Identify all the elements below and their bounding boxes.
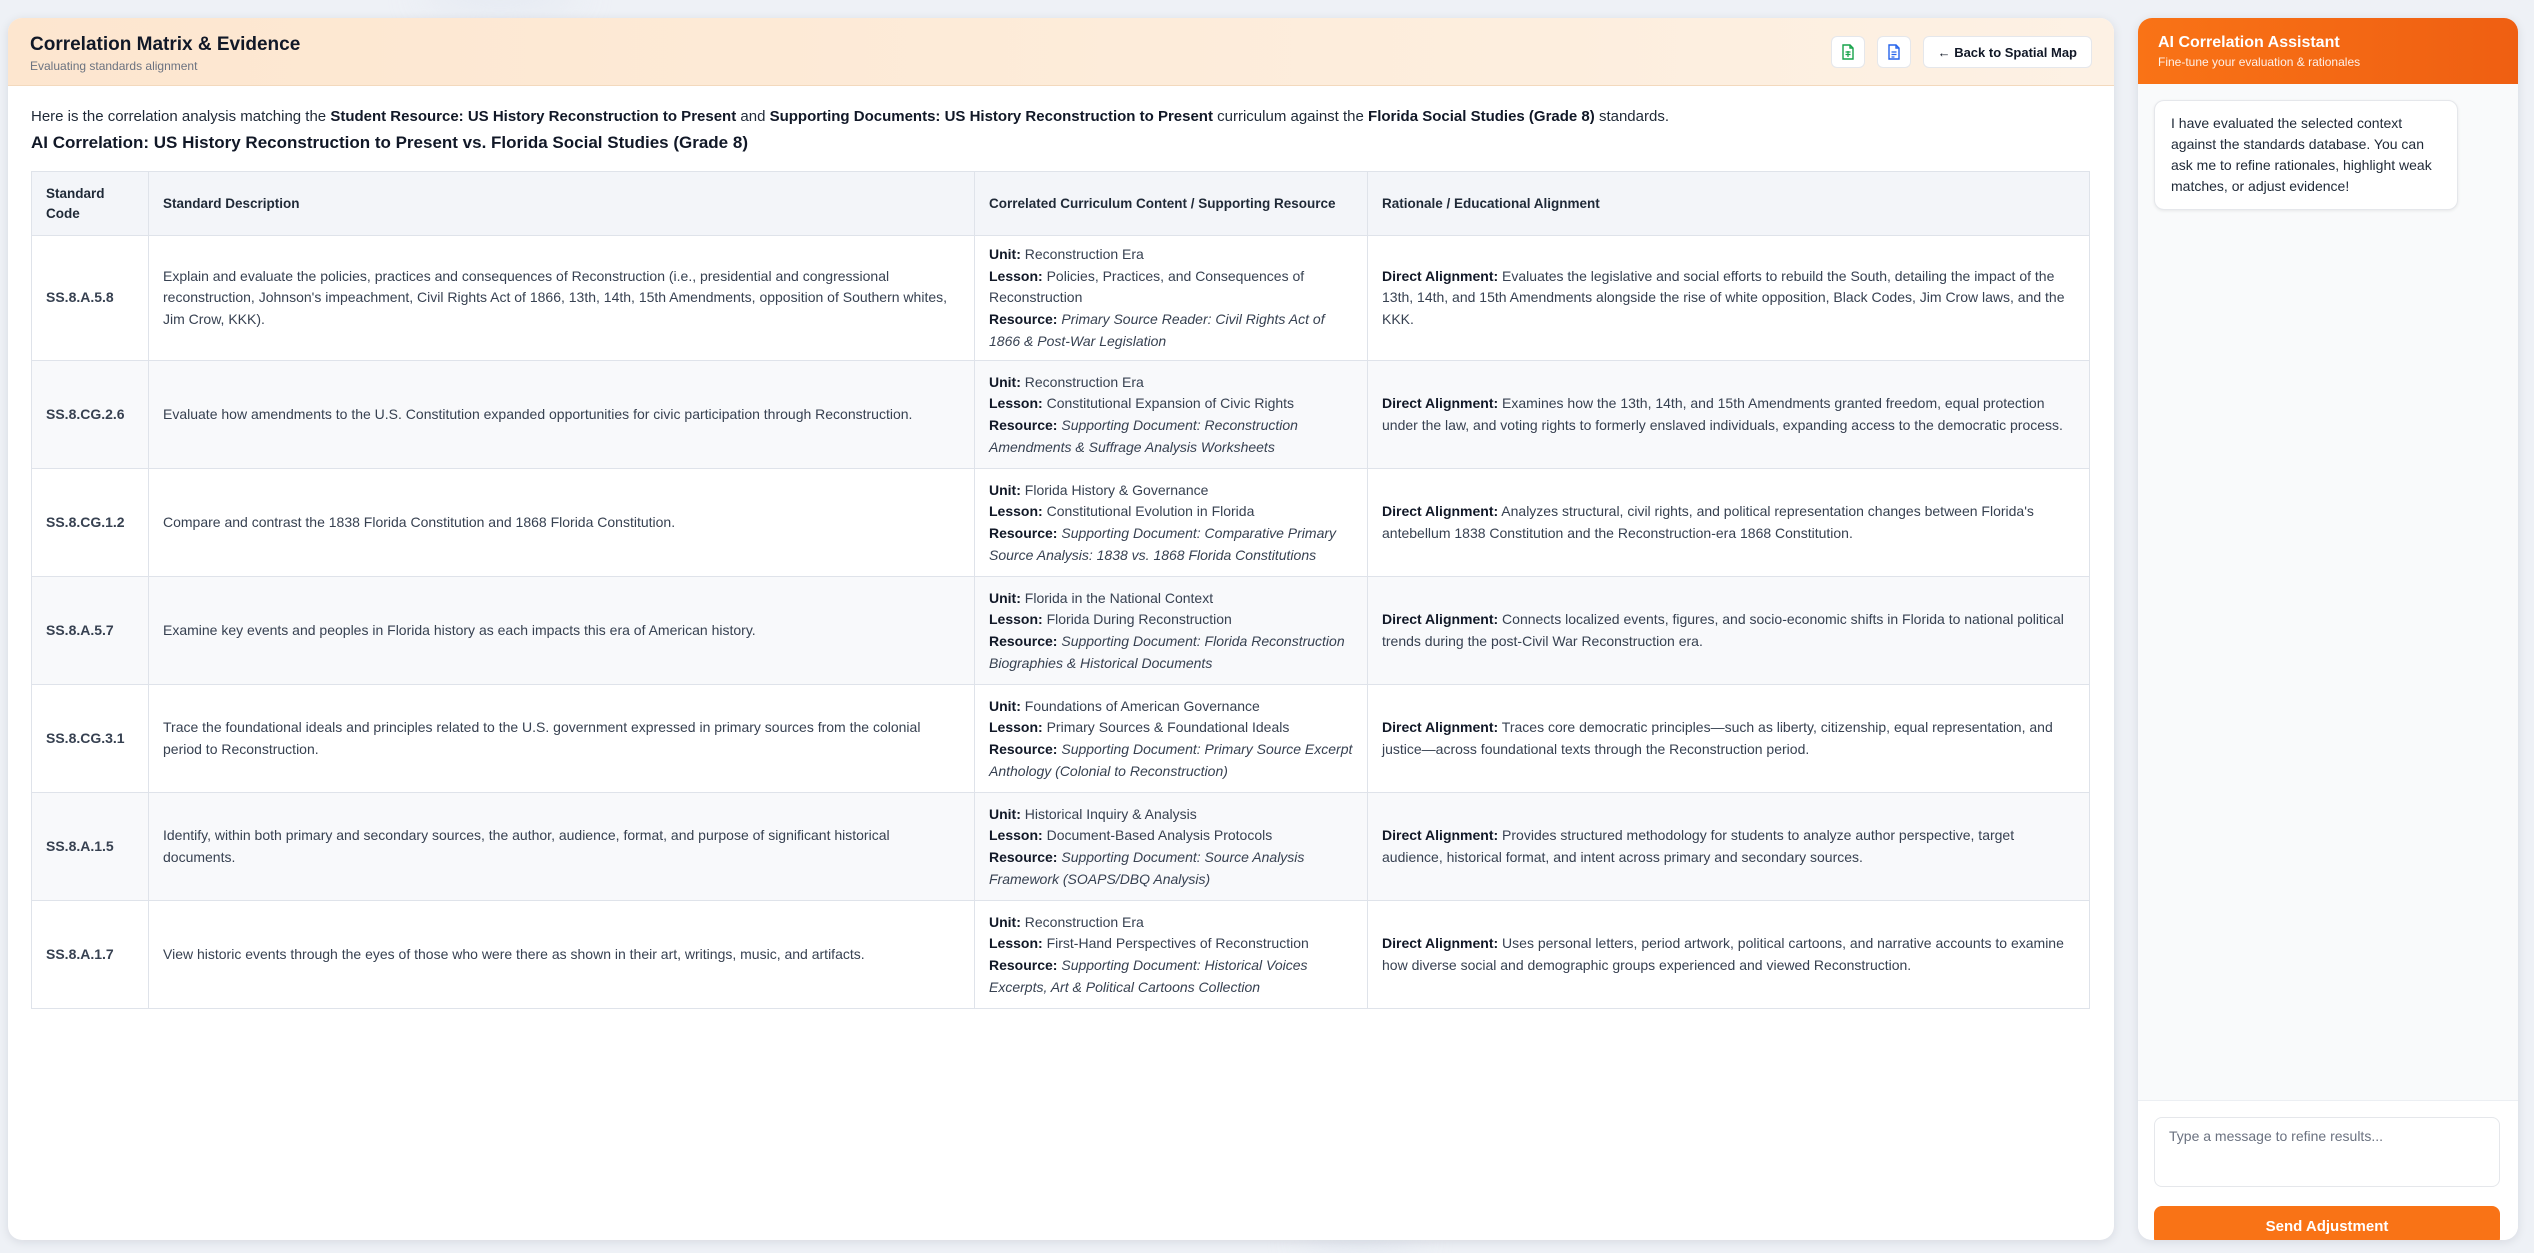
resource-value: Supporting Document: Florida Reconstruction Biographies & Historical Documents	[989, 632, 1345, 671]
resource-line	[989, 739, 1353, 782]
resource-line	[989, 955, 1353, 998]
unit-line	[989, 696, 1353, 718]
rationale-text: Provides structured methodology for students to analyze author perspective, target audience, historical format, and intent across primary and secondary sources.	[1382, 827, 2015, 865]
standard-code: SS.8.A.1.5	[32, 793, 149, 901]
rationale	[1368, 577, 2090, 685]
lesson-label: Lesson:	[989, 827, 1043, 844]
standard-code: SS.8.CG.1.2	[32, 469, 149, 577]
unit-label: Unit:	[989, 805, 1021, 822]
unit-value: Reconstruction Era	[1024, 373, 1144, 390]
lesson-label: Lesson:	[989, 395, 1043, 412]
intro-student-resource: Student Resource: US History Reconstruction to Present	[330, 108, 737, 125]
table-row	[32, 236, 2090, 361]
header-rationale: Rationale / Educational Alignment	[1368, 172, 2090, 236]
unit-label: Unit:	[989, 697, 1021, 714]
resource-label: Resource:	[989, 416, 1058, 433]
lesson-label: Lesson:	[989, 611, 1043, 628]
resource-value: Supporting Document: Comparative Primary Source Analysis: 1838 vs. 1868 Florida Constitutions	[989, 524, 1337, 563]
resource-value: Supporting Document: Source Analysis Framework (SOAPS/DBQ Analysis)	[989, 848, 1305, 887]
unit-label: Unit:	[989, 481, 1021, 498]
resource-label: Resource:	[989, 956, 1058, 973]
rationale-text: Uses personal letters, period artwork, political cartoons, and narrative accounts to examine how diverse social and demographic groups experienced and viewed Reconstruction.	[1382, 935, 2064, 973]
assistant-title: AI Correlation Assistant	[2158, 34, 2340, 51]
unit-line	[989, 480, 1353, 502]
unit-value: Florida History & Governance	[1024, 481, 1209, 498]
lesson-value: Florida During Reconstruction	[1046, 611, 1232, 628]
header-standard-description: Standard Description	[149, 172, 975, 236]
curriculum-content	[975, 236, 1368, 361]
assistant-subtitle: Fine-tune your evaluation & rationales	[2158, 55, 2361, 69]
resource-label: Resource:	[989, 632, 1058, 649]
curriculum-content	[975, 469, 1368, 577]
lesson-label: Lesson:	[989, 935, 1043, 952]
lesson-label: Lesson:	[989, 503, 1043, 520]
correlation-title: AI Correlation: US History Reconstruction to Present vs. Florida Social Studies (Grade 8)	[31, 133, 748, 152]
unit-value: Foundations of American Governance	[1024, 697, 1260, 714]
resource-label: Resource:	[989, 311, 1058, 328]
intro-middle: curriculum against the	[1212, 108, 1369, 125]
curriculum-content	[975, 901, 1368, 1009]
assistant-header	[2138, 18, 2518, 84]
rationale	[1368, 901, 2090, 1009]
resource-line	[989, 415, 1353, 458]
table-row	[32, 685, 2090, 793]
intro-text	[31, 108, 2091, 125]
standard-code: SS.8.CG.3.1	[32, 685, 149, 793]
resource-label: Resource:	[989, 740, 1058, 757]
curriculum-content	[975, 361, 1368, 469]
lesson-label: Lesson:	[989, 267, 1043, 284]
alignment-label: Direct Alignment:	[1382, 611, 1499, 628]
panel-header	[8, 18, 2114, 86]
lesson-line	[989, 825, 1353, 847]
lesson-value: Constitutional Expansion of Civic Rights	[1046, 395, 1295, 412]
table-row	[32, 469, 2090, 577]
standard-description: Examine key events and peoples in Florida history as each impacts this era of American history.	[149, 577, 975, 685]
assistant-message: I have evaluated the selected context against the standards database. You can ask me to refine rationales, highlight weak matches, or adjust evidence!	[2154, 100, 2458, 210]
unit-line	[989, 244, 1353, 266]
unit-line	[989, 588, 1353, 610]
table-header-row	[32, 172, 2090, 236]
alignment-label: Direct Alignment:	[1382, 719, 1499, 736]
table-row	[32, 901, 2090, 1009]
standard-code: SS.8.A.1.7	[32, 901, 149, 1009]
lesson-value: Primary Sources & Foundational Ideals	[1046, 719, 1290, 736]
resource-line	[989, 309, 1353, 352]
intro-supporting-docs: Supporting Documents: US History Reconstruction to Present	[769, 108, 1213, 125]
unit-label: Unit:	[989, 913, 1021, 930]
unit-value: Florida in the National Context	[1024, 589, 1214, 606]
standard-description: Explain and evaluate the policies, practices and consequences of Reconstruction (i.e., presidential and congressional reconstruction, Johnson's impeachment, Civil Rights Act of 1866, 13th, 14th, 15th Amendments, opposition of Southern whites, Jim Crow, KKK).	[149, 236, 975, 361]
resource-label: Resource:	[989, 848, 1058, 865]
resource-value: Supporting Document: Historical Voices Excerpts, Art & Political Cartoons Collection	[989, 956, 1308, 995]
header-standard-code: Standard Code	[32, 172, 149, 236]
standard-code: SS.8.A.5.7	[32, 577, 149, 685]
intro-standards: Florida Social Studies (Grade 8)	[1368, 108, 1595, 125]
unit-line	[989, 372, 1353, 394]
header-actions	[1831, 36, 2092, 68]
standard-code: SS.8.CG.2.6	[32, 361, 149, 469]
intro-suffix: standards.	[1594, 108, 1669, 125]
header-correlated-content: Correlated Curriculum Content / Supporting Resource	[975, 172, 1368, 236]
back-to-spatial-map-button[interactable]: ← Back to Spatial Map	[1923, 36, 2092, 68]
rationale	[1368, 236, 2090, 361]
matrix-content	[8, 86, 2114, 1009]
rationale	[1368, 685, 2090, 793]
unit-label: Unit:	[989, 373, 1021, 390]
spreadsheet-icon	[1841, 44, 1855, 60]
intro-prefix: Here is the correlation analysis matching the	[31, 108, 331, 125]
export-document-button[interactable]	[1877, 36, 1911, 68]
unit-value: Reconstruction Era	[1024, 913, 1144, 930]
lesson-line	[989, 717, 1353, 739]
table-row	[32, 577, 2090, 685]
table-row	[32, 793, 2090, 901]
rationale	[1368, 469, 2090, 577]
unit-line	[989, 912, 1353, 934]
alignment-label: Direct Alignment:	[1382, 827, 1499, 844]
alignment-label: Direct Alignment:	[1382, 935, 1499, 952]
page-subtitle: Evaluating standards alignment	[30, 59, 198, 73]
lesson-value: Constitutional Evolution in Florida	[1046, 503, 1255, 520]
chat-message-input[interactable]	[2154, 1117, 2500, 1187]
resource-line	[989, 847, 1353, 890]
lesson-line	[989, 609, 1353, 631]
standard-description: Trace the foundational ideals and principles related to the U.S. government expressed in primary sources from the colonial period to Reconstruction.	[149, 685, 975, 793]
lesson-value: Document-Based Analysis Protocols	[1046, 827, 1273, 844]
rationale	[1368, 361, 2090, 469]
standard-description: Compare and contrast the 1838 Florida Constitution and 1868 Florida Constitution.	[149, 469, 975, 577]
correlation-matrix-panel	[8, 18, 2114, 1240]
rationale-text: Analyzes structural, civil rights, and political representation changes between Florida's antebellum 1838 Constitution and the Reconstruction-era 1868 Constitution.	[1382, 503, 2034, 541]
chat-composer	[2138, 1100, 2518, 1240]
standard-description: Identify, within both primary and secondary sources, the author, audience, format, and purpose of significant historical documents.	[149, 793, 975, 901]
rationale	[1368, 793, 2090, 901]
resource-value: Primary Source Reader: Civil Rights Act of 1866 & Post-War Legislation	[989, 311, 1325, 349]
rationale-text: Evaluates the legislative and social efforts to rebuild the South, detailing the impact of the 13th, 14th, and 15th Amendments alongside the rise of white opposition, Black Codes, Jim Crow laws, and the KKK.	[1382, 267, 2065, 328]
export-spreadsheet-button[interactable]	[1831, 36, 1865, 68]
lesson-value: First-Hand Perspectives of Reconstruction	[1046, 935, 1309, 952]
correlation-table	[31, 171, 2090, 1009]
resource-value: Supporting Document: Reconstruction Amendments & Suffrage Analysis Worksheets	[989, 416, 1298, 455]
document-icon	[1887, 44, 1901, 60]
resource-line	[989, 523, 1353, 566]
unit-line	[989, 804, 1353, 826]
ai-assistant-panel	[2138, 18, 2518, 1240]
lesson-line	[989, 393, 1353, 415]
standard-code: SS.8.A.5.8	[32, 236, 149, 361]
resource-line	[989, 631, 1353, 674]
page-title: Correlation Matrix & Evidence	[30, 34, 301, 55]
unit-value: Reconstruction Era	[1024, 246, 1144, 262]
resource-label: Resource:	[989, 524, 1058, 541]
intro-and: and	[736, 108, 770, 125]
standard-description: Evaluate how amendments to the U.S. Constitution expanded opportunities for civic participation through Reconstruction.	[149, 361, 975, 469]
resource-value: Supporting Document: Primary Source Excerpt Anthology (Colonial to Reconstruction)	[989, 740, 1353, 779]
alignment-label: Direct Alignment:	[1382, 267, 1499, 284]
rationale-text: Connects localized events, figures, and socio-economic shifts in Florida to national political trends during the post-Civil War Reconstruction era.	[1382, 611, 2064, 649]
alignment-label: Direct Alignment:	[1382, 503, 1499, 520]
send-adjustment-button[interactable]: Send Adjustment	[2154, 1206, 2500, 1240]
alignment-label: Direct Alignment:	[1382, 395, 1499, 412]
lesson-line	[989, 933, 1353, 955]
unit-label: Unit:	[989, 246, 1021, 262]
unit-value: Historical Inquiry & Analysis	[1024, 805, 1197, 822]
rationale-text: Traces core democratic principles—such as liberty, citizenship, equal representation, and justice—across foundational texts through the Reconstruction period.	[1382, 719, 2053, 757]
lesson-line	[989, 266, 1353, 309]
curriculum-content	[975, 793, 1368, 901]
table-row	[32, 361, 2090, 469]
standard-description: View historic events through the eyes of those who were there as shown in their art, writings, music, and artifacts.	[149, 901, 975, 1009]
curriculum-content	[975, 685, 1368, 793]
chat-history[interactable]	[2138, 84, 2518, 1100]
curriculum-content	[975, 577, 1368, 685]
lesson-value: Policies, Practices, and Consequences of Reconstruction	[989, 267, 1305, 306]
rationale-text: Examines how the 13th, 14th, and 15th Amendments granted freedom, equal protection under the law, and voting rights to formerly enslaved individuals, expanding access to the democratic process.	[1382, 395, 2063, 433]
unit-label: Unit:	[989, 589, 1021, 606]
lesson-line	[989, 501, 1353, 523]
lesson-label: Lesson:	[989, 719, 1043, 736]
